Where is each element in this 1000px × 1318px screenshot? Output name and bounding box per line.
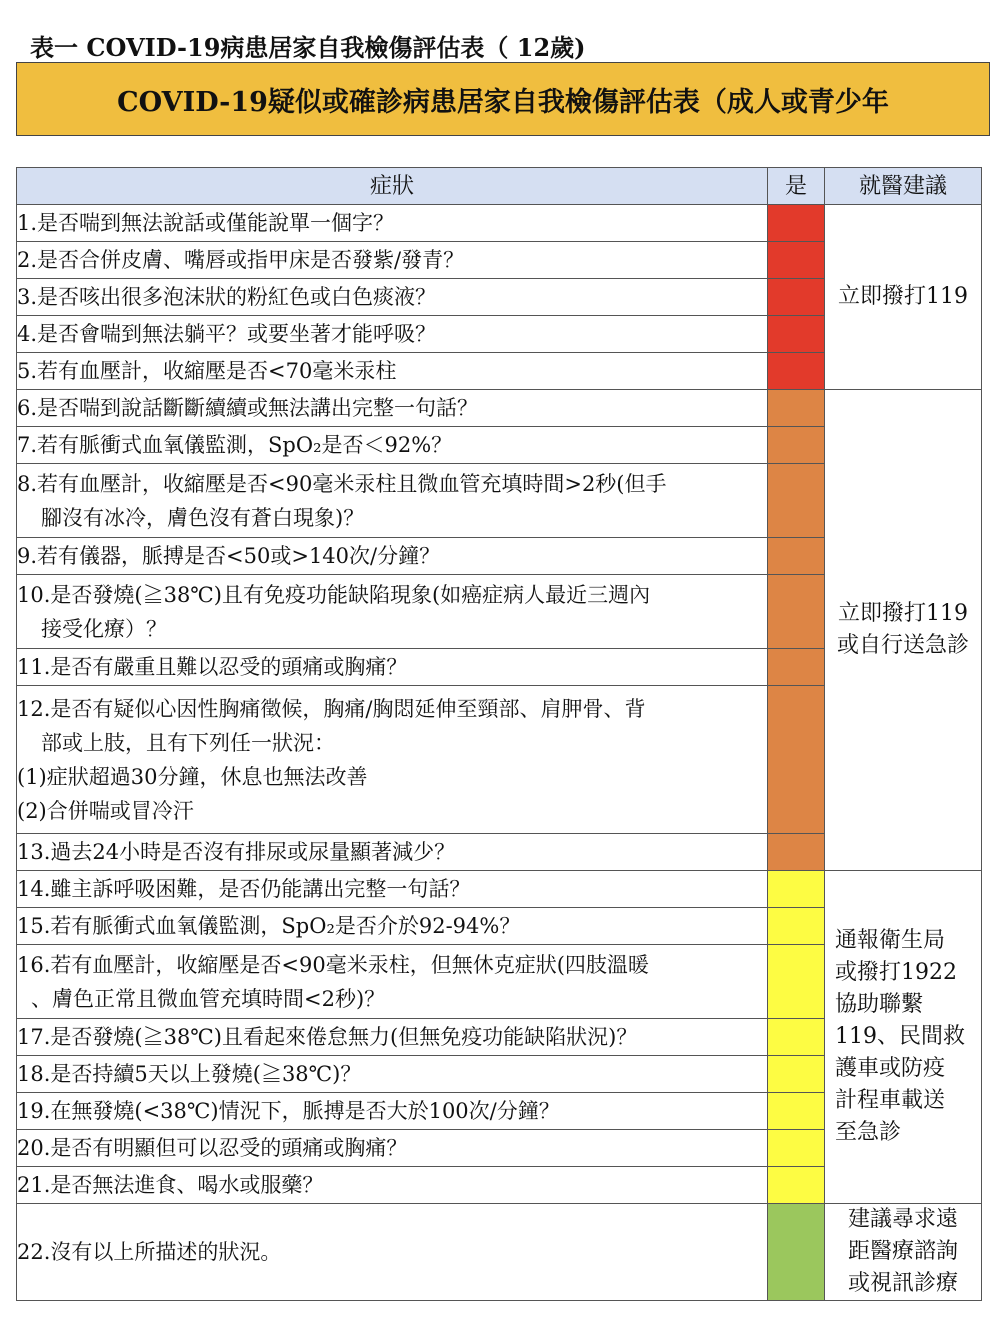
symptom-cell [17,945,768,1019]
header-advice: 就醫建議 [825,168,982,205]
symptom-cell [17,649,768,686]
symptom-cell [17,464,768,538]
table-header-row [17,168,982,205]
symptom-cell [17,1167,768,1204]
yes-check-cell[interactable] [768,1130,825,1167]
symptom-text: 6.是否喘到說話斷斷續續或無法講出完整一句話？ [17,396,479,420]
yes-check-cell[interactable] [768,1204,825,1301]
yes-check-cell[interactable] [768,1167,825,1204]
yes-check-cell[interactable] [768,649,825,686]
symptom-text: 4.是否會喘到無法躺平？或要坐著才能呼吸？ [17,322,437,346]
symptom-cell [17,1056,768,1093]
symptom-text: 部或上肢，且有下列任一狀況： [41,730,335,755]
yes-check-cell[interactable] [768,945,825,1019]
advice-cell-red [825,205,982,390]
symptom-text: 5.若有血壓計，收縮壓是否<70毫米汞柱 [17,359,397,383]
symptom-text: 12.是否有疑似心因性胸痛徵候，胸痛/胸悶延伸至頸部、肩胛骨、背 [17,696,646,721]
symptom-cell [17,908,768,945]
advice-text: 至急診 [835,1120,902,1145]
symptom-cell [17,279,768,316]
header-yes: 是 [768,168,825,205]
yes-check-cell[interactable] [768,834,825,871]
symptom-cell [17,1019,768,1056]
symptom-text: 7.若有脈衝式血氧儀監測，SpO₂是否＜92%？ [17,433,453,457]
table-row [17,1204,982,1301]
symptom-text: 15.若有脈衝式血氧儀監測，SpO₂是否介於92-94%？ [17,914,521,938]
advice-text: 立即撥打119 [838,601,968,626]
symptom-cell [17,834,768,871]
advice-text: 計程車載送 [835,1088,946,1113]
yes-check-cell[interactable] [768,316,825,353]
yes-check-cell[interactable] [768,353,825,390]
symptom-cell [17,390,768,427]
advice-text: 通報衛生局 [835,928,946,953]
yes-check-cell[interactable] [768,427,825,464]
advice-cell-yellow [825,871,982,1204]
advice-text: 協助聯繫 [835,992,924,1017]
yes-check-cell[interactable] [768,464,825,538]
advice-text: 119、民間救 [835,1024,965,1049]
symptom-cell [17,575,768,649]
table-row [17,871,982,908]
advice-text: 建議尋求遠 [847,1207,958,1232]
symptom-text: 17.是否發燒(≧38℃)且看起來倦怠無力(但無免疫功能缺陷狀況)？ [17,1025,638,1049]
symptom-text: 、膚色正常且微血管充填時間<2秒)？ [31,986,386,1011]
symptom-text: 21.是否無法進食、喝水或服藥？ [17,1173,324,1197]
symptom-cell [17,686,768,834]
yes-check-cell[interactable] [768,575,825,649]
symptom-text: 接受化療）？ [41,616,167,641]
symptom-text: 9.若有儀器，脈搏是否<50或>140次/分鐘？ [17,544,441,568]
advice-cell-green [825,1204,982,1301]
symptom-cell [17,353,768,390]
symptom-text: 8.若有血壓計，收縮壓是否<90毫米汞柱且微血管充填時間>2秒(但手 [17,471,667,496]
symptom-text: 19.在無發燒(<38℃)情況下，脈搏是否大於100次/分鐘？ [17,1099,560,1123]
symptom-text: 18.是否持續5天以上發燒(≧38℃)？ [17,1062,362,1086]
table-row [17,390,982,427]
yes-check-cell[interactable] [768,908,825,945]
symptom-text: 20.是否有明顯但可以忍受的頭痛或胸痛？ [17,1136,408,1160]
yes-check-cell[interactable] [768,279,825,316]
symptom-text: 1.是否喘到無法說話或僅能說單一個字？ [17,211,395,235]
yes-check-cell[interactable] [768,205,825,242]
symptom-cell [17,242,768,279]
symptom-text: 11.是否有嚴重且難以忍受的頭痛或胸痛？ [17,655,408,679]
advice-text: 或撥打1922 [835,960,957,985]
banner-title: COVID-19疑似或確診病患居家自我檢傷評估表（成人或青少年 [16,62,990,136]
symptom-text: 10.是否發燒(≧38℃)且有免疫功能缺陷現象(如癌症病人最近三週內 [17,582,651,607]
yes-check-cell[interactable] [768,1056,825,1093]
yes-check-cell[interactable] [768,871,825,908]
symptom-cell [17,316,768,353]
symptom-cell [17,1204,768,1301]
advice-text: 距醫療諮詢 [847,1239,958,1264]
yes-check-cell[interactable] [768,686,825,834]
page-title: 表一 COVID-19病患居家自我檢傷評估表（ 12歲) [30,33,586,62]
symptom-text: 16.若有血壓計，收縮壓是否<90毫米汞柱，但無休克症狀(四肢溫暖 [17,952,649,977]
symptom-text: 14.雖主訴呼吸困難，是否仍能講出完整一句話？ [17,877,471,901]
symptom-text: 腳沒有冰冷，膚色沒有蒼白現象)？ [41,505,365,530]
header-symptom: 症狀 [17,168,768,205]
symptom-text: 22.沒有以上所描述的狀況。 [17,1240,282,1264]
advice-text: 或自行送急診 [836,633,969,658]
symptom-cell [17,427,768,464]
advice-text: 或視訊診療 [847,1271,958,1296]
yes-check-cell[interactable] [768,242,825,279]
yes-check-cell[interactable] [768,390,825,427]
symptom-cell [17,205,768,242]
yes-check-cell[interactable] [768,1019,825,1056]
symptom-text: (2)合併喘或冒冷汗 [17,798,194,823]
symptom-text: 13.過去24小時是否沒有排尿或尿量顯著減少？ [17,840,456,864]
yes-check-cell[interactable] [768,1093,825,1130]
symptom-cell [17,871,768,908]
symptom-cell [17,1093,768,1130]
table-row [17,205,982,242]
advice-text: 立即撥打119 [838,284,968,309]
symptom-cell [17,1130,768,1167]
advice-text: 護車或防疫 [835,1056,946,1081]
symptom-text: 2.是否合併皮膚、嘴唇或指甲床是否發紫/發青？ [17,248,465,272]
assessment-table [16,167,982,1301]
symptom-cell [17,538,768,575]
yes-check-cell[interactable] [768,538,825,575]
symptom-text: 3.是否咳出很多泡沫狀的粉紅色或白色痰液？ [17,285,437,309]
table-body [17,205,982,1301]
advice-cell-orange [825,390,982,871]
symptom-text: (1)症狀超過30分鐘，休息也無法改善 [17,764,368,789]
